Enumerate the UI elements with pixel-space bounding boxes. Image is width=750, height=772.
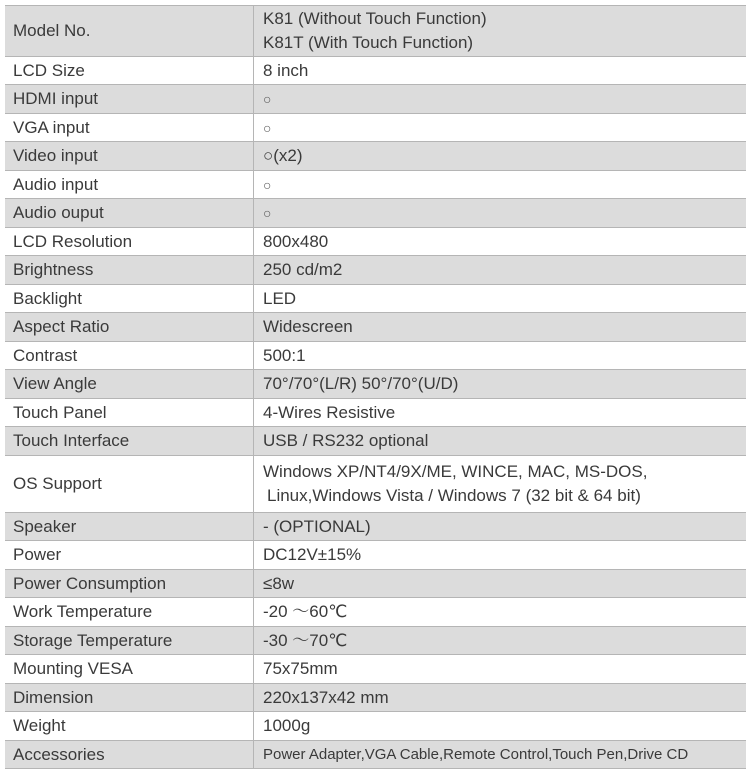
row-label: HDMI input xyxy=(5,85,254,114)
row-value: 75x75mm xyxy=(254,655,747,684)
table-row xyxy=(5,541,746,570)
row-label: Touch Interface xyxy=(5,427,254,456)
row-label: Power xyxy=(5,541,254,570)
row-label: LCD Size xyxy=(5,57,254,85)
row-value: - (OPTIONAL) xyxy=(254,513,747,541)
row-label: VGA input xyxy=(5,114,254,142)
row-label: Power Consumption xyxy=(5,570,254,598)
table-row xyxy=(5,6,746,57)
row-value: LED xyxy=(254,285,747,313)
row-value: ○ xyxy=(254,199,747,228)
row-value: -30 ～70℃ xyxy=(254,627,747,655)
table-row xyxy=(5,171,746,199)
row-label: Backlight xyxy=(5,285,254,313)
row-value: -20 ～60℃ xyxy=(254,598,747,627)
row-value: 70°/70°(L/R) 50°/70°(U/D) xyxy=(254,370,747,399)
row-value: ○ xyxy=(254,85,747,114)
row-value-line: K81T (With Touch Function) xyxy=(263,33,474,52)
table-row xyxy=(5,570,746,598)
row-value xyxy=(254,6,747,57)
row-label: OS Support xyxy=(5,456,254,513)
table-row xyxy=(5,85,746,114)
table-row xyxy=(5,655,746,684)
table-row xyxy=(5,598,746,627)
table-row xyxy=(5,370,746,399)
table-row xyxy=(5,114,746,142)
row-value-line: K81 (Without Touch Function) xyxy=(263,9,487,28)
row-label: Audio ouput xyxy=(5,199,254,228)
row-value: 500:1 xyxy=(254,342,747,370)
table-row xyxy=(5,228,746,256)
table-row xyxy=(5,627,746,655)
row-value: 250 cd/m2 xyxy=(254,256,747,285)
table-row xyxy=(5,313,746,342)
row-value-line: Linux,Windows Vista / Windows 7 (32 bit & 64 bit) xyxy=(267,486,641,505)
row-value: Widescreen xyxy=(254,313,747,342)
row-label: Storage Temperature xyxy=(5,627,254,655)
row-value: DC12V±15% xyxy=(254,541,747,570)
table-row xyxy=(5,142,746,171)
row-label: Audio input xyxy=(5,171,254,199)
row-value: ○ xyxy=(254,114,747,142)
table-row xyxy=(5,456,746,513)
row-value: 800x480 xyxy=(254,228,747,256)
row-value: 220x137x42 mm xyxy=(254,684,747,712)
row-value: 1000g xyxy=(254,712,747,741)
row-value-line: Windows XP/NT4/9X/ME, WINCE, MAC, MS-DOS, xyxy=(263,462,648,481)
row-label: Dimension xyxy=(5,684,254,712)
row-value: 4-Wires Resistive xyxy=(254,399,747,427)
row-label: Model No. xyxy=(5,6,254,57)
table-row xyxy=(5,285,746,313)
row-value: ≤8w xyxy=(254,570,747,598)
table-row xyxy=(5,399,746,427)
row-label: Accessories xyxy=(5,741,254,769)
row-label: View Angle xyxy=(5,370,254,399)
row-label: Weight xyxy=(5,712,254,741)
row-label: Speaker xyxy=(5,513,254,541)
table-row xyxy=(5,256,746,285)
table-row xyxy=(5,427,746,456)
table-row xyxy=(5,712,746,741)
row-label: Touch Panel xyxy=(5,399,254,427)
row-value: ○ xyxy=(254,171,747,199)
row-value: Power Adapter,VGA Cable,Remote Control,Touch Pen,Drive CD xyxy=(254,741,747,769)
row-label: Contrast xyxy=(5,342,254,370)
row-label: Video input xyxy=(5,142,254,171)
table-row xyxy=(5,342,746,370)
row-value: USB / RS232 optional xyxy=(254,427,747,456)
row-value: 8 inch xyxy=(254,57,747,85)
row-label: Brightness xyxy=(5,256,254,285)
row-label: LCD Resolution xyxy=(5,228,254,256)
table-row xyxy=(5,513,746,541)
row-label: Mounting VESA xyxy=(5,655,254,684)
row-value: ○(x2) xyxy=(254,142,747,171)
table-row xyxy=(5,684,746,712)
spec-table xyxy=(5,5,746,769)
table-row xyxy=(5,199,746,228)
table-row xyxy=(5,57,746,85)
row-label: Aspect Ratio xyxy=(5,313,254,342)
row-value xyxy=(254,456,747,513)
table-row xyxy=(5,741,746,769)
row-label: Work Temperature xyxy=(5,598,254,627)
